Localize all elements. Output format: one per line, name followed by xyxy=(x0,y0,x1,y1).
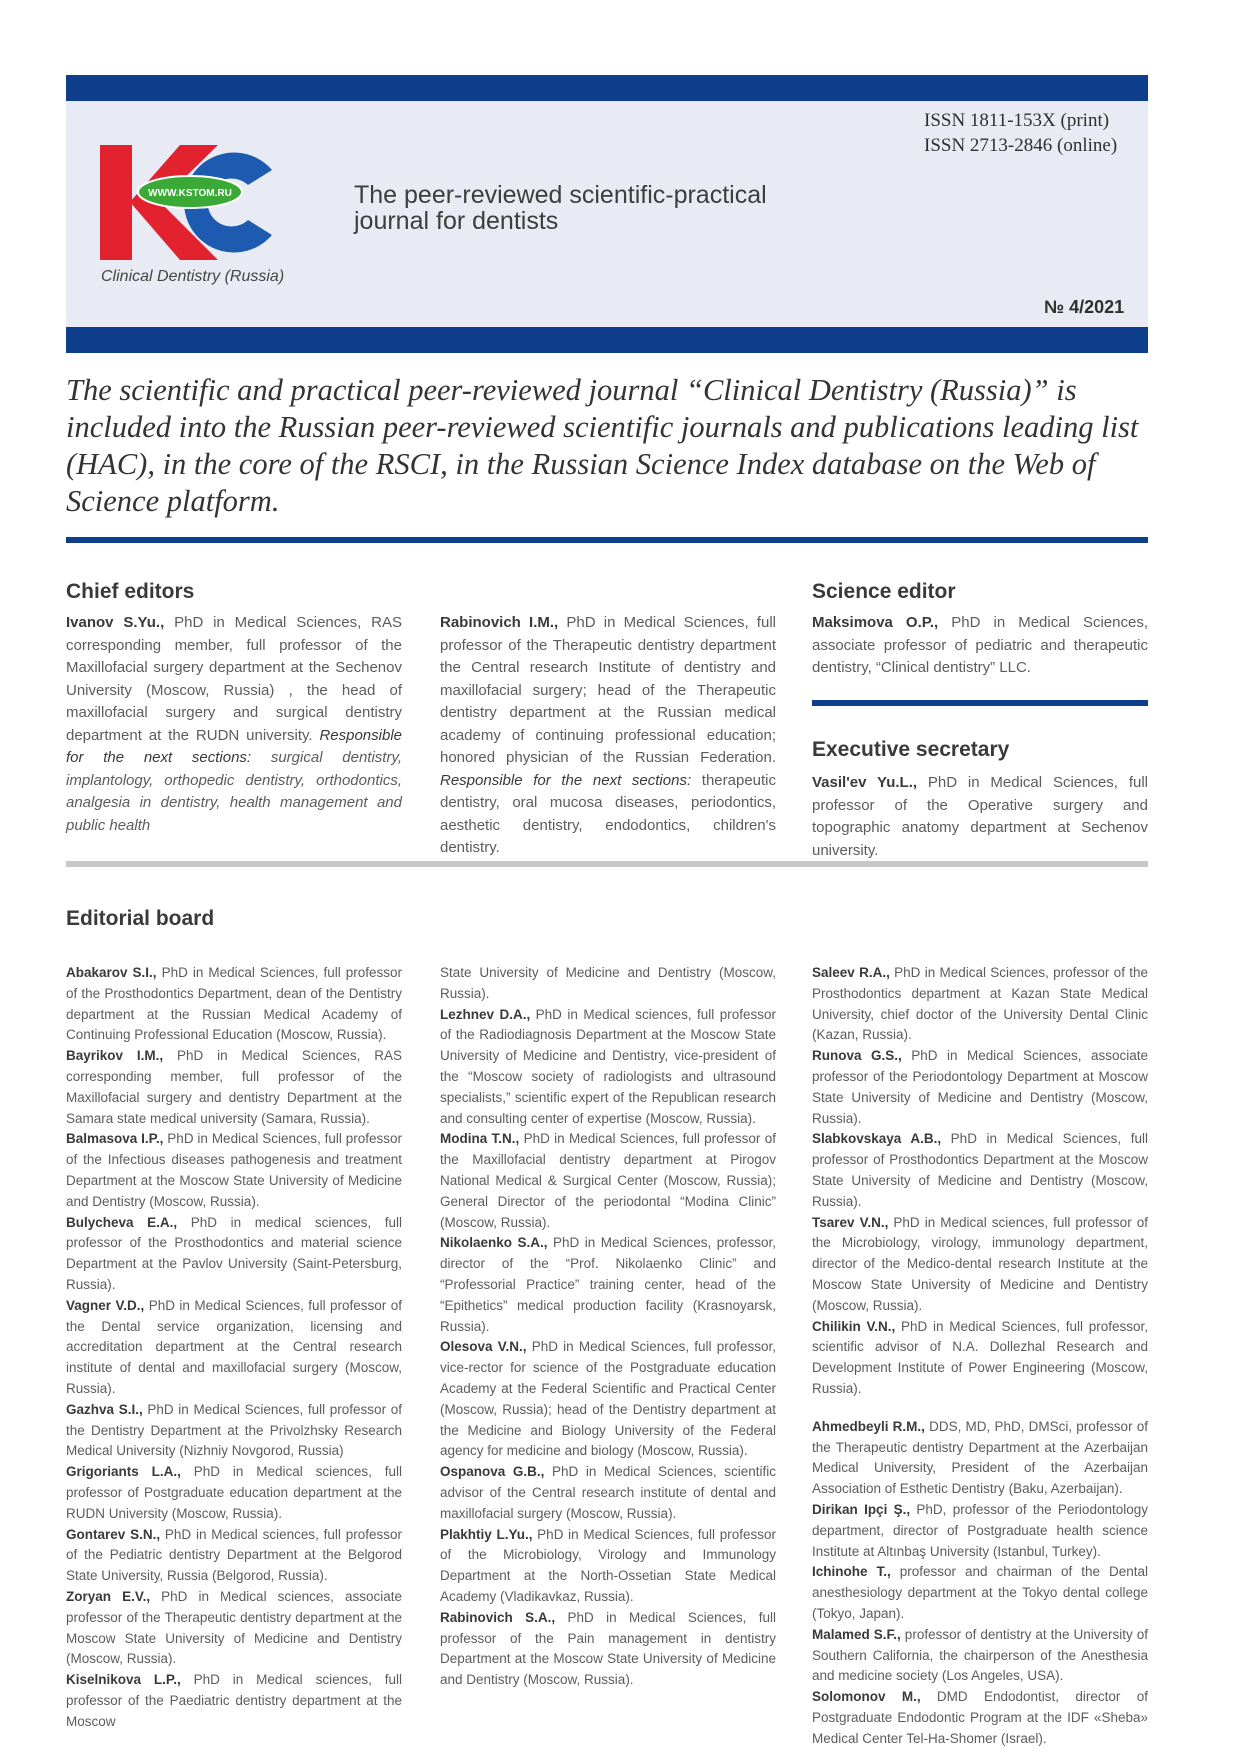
chief-editor-entry xyxy=(66,612,402,837)
divider xyxy=(66,537,1148,543)
member-description: PhD, professor of the Periodontology department, director of Postgraduate health science Institute at Altınbaş University (Istanbul, Turkey). xyxy=(812,1501,1148,1559)
member-description: PhD in Medical sciences, full professor of the Radiodiagnosis Department at the Moscow State University of Medicine and Dentistry, vice-president of the “Moscow society of radiologists and ultrasound specialists,” scientific expert of the Republican research and consulting center of expertise (Moscow, Russia). xyxy=(440,1006,776,1126)
executive-secretary-title: Executive secretary xyxy=(812,738,1010,761)
board-member-entry xyxy=(812,1687,1148,1749)
member-name: Ichinohe T., xyxy=(812,1564,891,1580)
board-column-3 xyxy=(812,963,1148,1749)
board-member-entry xyxy=(66,1400,402,1462)
member-name: Runova G.S., xyxy=(812,1048,902,1064)
board-member-entry xyxy=(440,1129,776,1233)
header-top-band xyxy=(66,75,1148,101)
member-description: PhD in Medical Sciences, scientific advisor of the Central research institute of dental and maxillofacial surgery (Moscow, Russia). xyxy=(440,1464,776,1521)
member-description: professor of dentistry at the University of Southern California, the chairperson of the Anesthesia and medicine society (Los Angeles, USA). xyxy=(812,1626,1148,1684)
board-member-entry xyxy=(812,1317,1148,1400)
member-description: PhD in Medical Sciences, full professor of the Infectious diseases pathogenesis and treatment Department at the Moscow State University of Medicine and Dentistry (Moscow, Russia). xyxy=(66,1131,402,1209)
board-member-entry xyxy=(440,1525,776,1608)
member-description: PhD in Medical sciences, associate professor of the Therapeutic dentistry department at the Moscow State University of Medicine and Dentistry (Moscow, Russia). xyxy=(66,1588,402,1667)
member-name: Grigoriants L.A., xyxy=(66,1464,181,1480)
chief-editor-entry xyxy=(440,612,776,860)
member-description: PhD in Medical Sciences, professor, director of the “Prof. Nikolaenko Clinic” and “Professorial Practice” training center, head of the “Epithetics” medical production facility (Krasnoyarsk, Russia). xyxy=(440,1235,776,1334)
board-column-2 xyxy=(440,963,776,1691)
member-description: PhD in Medical Sciences, professor of the Prosthodontics department at Kazan State Medical University, chief doctor of the University Dental Clinic (Kazan, Russia). xyxy=(812,965,1149,1043)
editor-description: PhD in Medical Sciences, RAS corresponding member, full professor of the Maxillofacial surgery department at the Sechenov University (Moscow, Russia) , the head of maxillofacial surgery and surgical dentistry department at the RUDN university. xyxy=(66,614,402,744)
editor-name: Rabinovich I.M., xyxy=(440,614,559,631)
board-member-entry xyxy=(812,963,1148,1046)
board-member-entry xyxy=(66,1670,402,1732)
journal-logo xyxy=(100,140,280,265)
board-member-entry xyxy=(66,1296,402,1400)
member-description: PhD in medical sciences, full professor of the Prosthodontics and material science Department at the Pavlov University (Saint-Petersburg, Russia). xyxy=(66,1214,402,1292)
member-description: PhD in Medical Sciences, full professor of the Microbiology, Virology and Immunology Department at the North-Ossetian State Medical Academy (Vladikavkaz, Russia). xyxy=(440,1526,777,1604)
editor-sections: therapeutic dentistry, oral mucosa diseases, periodontics, aesthetic dentistry, endodontics, children's dentistry. xyxy=(440,771,777,856)
board-entry-continuation: State University of Medicine and Dentistry (Moscow, Russia). xyxy=(440,965,776,1001)
science-editor-entry xyxy=(812,612,1148,680)
editor-name: Maksimova O.P., xyxy=(812,614,939,631)
member-description: PhD in Medical Sciences, full professor of the Pain management in dentistry Department at the Moscow State University of Medicine and Dentistry (Moscow, Russia). xyxy=(440,1609,776,1688)
member-description: DMD Endodontist, director of Postgraduate Endodontic Program at the IDF «Sheba» Medical Center Tel-Ha-Shomer (Israel). xyxy=(812,1689,1149,1746)
header-bottom-band xyxy=(66,327,1148,353)
board-member-entry xyxy=(440,1608,776,1691)
spacer xyxy=(812,1400,1148,1417)
science-editor-title: Science editor xyxy=(812,580,956,603)
divider xyxy=(812,700,1148,706)
member-name: Ospanova G.B., xyxy=(440,1464,545,1480)
member-name: Chilikin V.N., xyxy=(812,1318,896,1334)
member-name: Malamed S.F., xyxy=(812,1626,901,1642)
editor-name: Vasil'ev Yu.L., xyxy=(812,774,918,791)
executive-secretary-entry xyxy=(812,772,1148,862)
member-name: Nikolaenko S.A., xyxy=(440,1235,548,1251)
editor-description: PhD in Medical Sciences, full professor of the Operative surgery and topographic anatomy department at Sechenov university. xyxy=(812,774,1148,859)
chief-editors-title: Chief editors xyxy=(66,580,195,603)
editor-description: PhD in Medical Sciences, full professor of the Therapeutic dentistry department the Central research Institute of dentistry and maxillofacial surgery; head of the Therapeutic dentistry department at the Russian medical academy of continuing professional education; honored physician of the Russian Federation. xyxy=(440,614,776,766)
member-name: Plakhtiy L.Yu., xyxy=(440,1526,533,1542)
member-name: Rabinovich S.A., xyxy=(440,1609,556,1625)
member-name: Slabkovskaya A.B., xyxy=(812,1131,942,1147)
member-description: PhD in Medical Sciences, full professor, vice-rector for science of the Postgraduate education Academy at the Federal Scientific and Practical Center (Moscow, Russia); head of the Dentistry department at the Medicine and Biology University of the Federal agency for medicine and biology (Moscow, Russia). xyxy=(440,1339,776,1459)
responsible-label: Responsible for the next sections: xyxy=(66,726,402,766)
member-name: Balmasova I.P., xyxy=(66,1131,164,1147)
board-member-entry xyxy=(812,1500,1148,1562)
editorial-board-title: Editorial board xyxy=(66,907,215,930)
issn-print: ISSN 1811-153X (print) xyxy=(924,110,1110,131)
member-name: Olesova V.N., xyxy=(440,1339,527,1355)
member-name: Gontarev S.N., xyxy=(66,1526,161,1542)
member-description: professor and chairman of the Dental anesthesiology department at the Tokyo dental college (Tokyo, Japan). xyxy=(812,1564,1149,1621)
member-description: PhD in Medical sciences, full professor of the Microbiology, virology, immunology department, director of the Medico-dental research Institute at the Moscow State University of Medicine and Dentistry (Moscow, Russia). xyxy=(812,1214,1148,1313)
board-member-entry xyxy=(66,1462,402,1524)
journal-tagline: The peer-reviewed scientific-practical journal for dentists xyxy=(354,181,767,235)
board-member-entry xyxy=(812,1625,1148,1687)
board-member-entry xyxy=(440,1337,776,1462)
member-description: PhD in Medical Sciences, full professor of the Dental service organization, licensing and accreditation department at the Central research institute of dental and maxillofacial surgery (Moscow, Russia). xyxy=(66,1297,402,1396)
member-name: Abakarov S.I., xyxy=(66,965,157,980)
board-member-entry xyxy=(66,1587,402,1670)
issue-number: № 4/2021 xyxy=(1044,297,1125,317)
logo-caption: Clinical Dentistry (Russia) xyxy=(101,268,285,285)
editor-sections: surgical dentistry, implantology, orthopedic dentistry, orthodontics, analgesia in dentistry, health management and public health xyxy=(66,749,403,834)
board-member-entry xyxy=(440,1233,776,1337)
member-description: PhD in Medical Sciences, full professor of the Dentistry Department at the Privolzhsky Research Medical University (Nizhniy Novgorod, Russia) xyxy=(66,1401,402,1459)
member-name: Dirikan Ipçi Ş., xyxy=(812,1501,911,1517)
issn-online: ISSN 2713-2846 (online) xyxy=(924,135,1118,156)
member-name: Gazhva S.I., xyxy=(66,1401,143,1417)
board-member-entry xyxy=(812,1562,1148,1624)
member-name: Lezhnev D.A., xyxy=(440,1006,531,1022)
board-member-entry xyxy=(812,1046,1148,1129)
member-name: Tsarev V.N., xyxy=(812,1214,889,1230)
member-description: PhD in Medical Sciences, full professor of the Prosthodontics Department, dean of the Dentistry department at the Russian Medical Academy of Continuing Professional Education (Moscow, Russia). xyxy=(66,965,402,1043)
member-description: DDS, MD, PhD, DMSci, professor of the Therapeutic dentistry Department at the Azerbaijan Medical University, President of the Azerbaijan Association of Esthetic Dentistry (Baku, Azerbaijan). xyxy=(812,1418,1148,1497)
board-member-entry xyxy=(66,1525,402,1587)
board-member-entry xyxy=(812,1129,1148,1212)
board-member-entry xyxy=(66,963,402,1046)
divider xyxy=(66,861,1148,867)
board-member-entry xyxy=(66,1213,402,1296)
member-name: Ahmedbeyli R.M., xyxy=(812,1418,925,1434)
member-description: PhD in Medical Sciences, full professor of the Maxillofacial dentistry department at Pirogov National Medical & Surgical Center (Moscow, Russia); General Director of the periodontal “Modina Clinic” (Moscow, Russia). xyxy=(440,1131,776,1230)
responsible-label: Responsible for the next sections: xyxy=(440,771,692,789)
member-description: PhD in Medical sciences, full professor of the Paediatric dentistry department at the Moscow xyxy=(66,1672,402,1729)
editor-description: PhD in Medical Sciences, associate professor of pediatric and therapeutic dentistry, “Clinical dentistry” LLC. xyxy=(812,614,1148,676)
editor-name: Ivanov S.Yu., xyxy=(66,614,165,631)
member-description: PhD in Medical sciences, full professor of Postgraduate education department at the RUDN University (Moscow, Russia). xyxy=(66,1464,402,1521)
board-member-entry xyxy=(440,1462,776,1524)
member-name: Bulycheva E.A., xyxy=(66,1214,178,1230)
board-member-entry xyxy=(812,1213,1148,1317)
member-name: Solomonov M., xyxy=(812,1689,921,1705)
member-name: Kiselnikova L.P., xyxy=(66,1672,181,1688)
member-description: PhD in Medical Sciences, full professor of Prosthodontics Department at the Moscow State University of Medicine and Dentistry (Moscow, Russia). xyxy=(812,1131,1148,1209)
board-member-entry xyxy=(66,1046,402,1129)
board-member-entry xyxy=(66,1129,402,1212)
board-member-entry xyxy=(812,1417,1148,1500)
member-description: PhD in Medical Sciences, full professor, scientific advisor of N.A. Dollezhal Research and Development Institute of Power Engineering (Moscow, Russia). xyxy=(812,1318,1149,1396)
member-name: Vagner V.D., xyxy=(66,1297,145,1313)
member-name: Saleev R.A., xyxy=(812,965,890,980)
member-description: PhD in Medical sciences, full professor of the Pediatric dentistry Department at the Belgorod State University, Russia (Belgorod, Russia). xyxy=(66,1526,402,1584)
board-column-1 xyxy=(66,963,402,1732)
member-name: Bayrikov I.M., xyxy=(66,1048,164,1064)
member-name: Zoryan E.V., xyxy=(66,1588,151,1604)
member-name: Modina T.N., xyxy=(440,1131,520,1147)
journal-statement: The scientific and practical peer-reviewed journal “Clinical Dentistry (Russia)” is included into the Russian peer-reviewed scientific journals and publications leading list (HAC), in the core of the RSCI, in the Russian Science Index database on the Web of Science platform. xyxy=(66,373,1139,518)
logo-url-text: WWW.KSTOM.RU xyxy=(148,188,232,199)
member-description: PhD in Medical Sciences, RAS corresponding member, full professor of the Maxillofacial surgery and dentistry Department at the Samara state medical university (Samara, Russia). xyxy=(66,1048,402,1126)
member-description: PhD in Medical Sciences, associate professor of the Periodontology Department at Moscow State University of Medicine and Dentistry (Moscow, Russia). xyxy=(812,1048,1148,1126)
board-member-entry xyxy=(440,1005,776,1130)
